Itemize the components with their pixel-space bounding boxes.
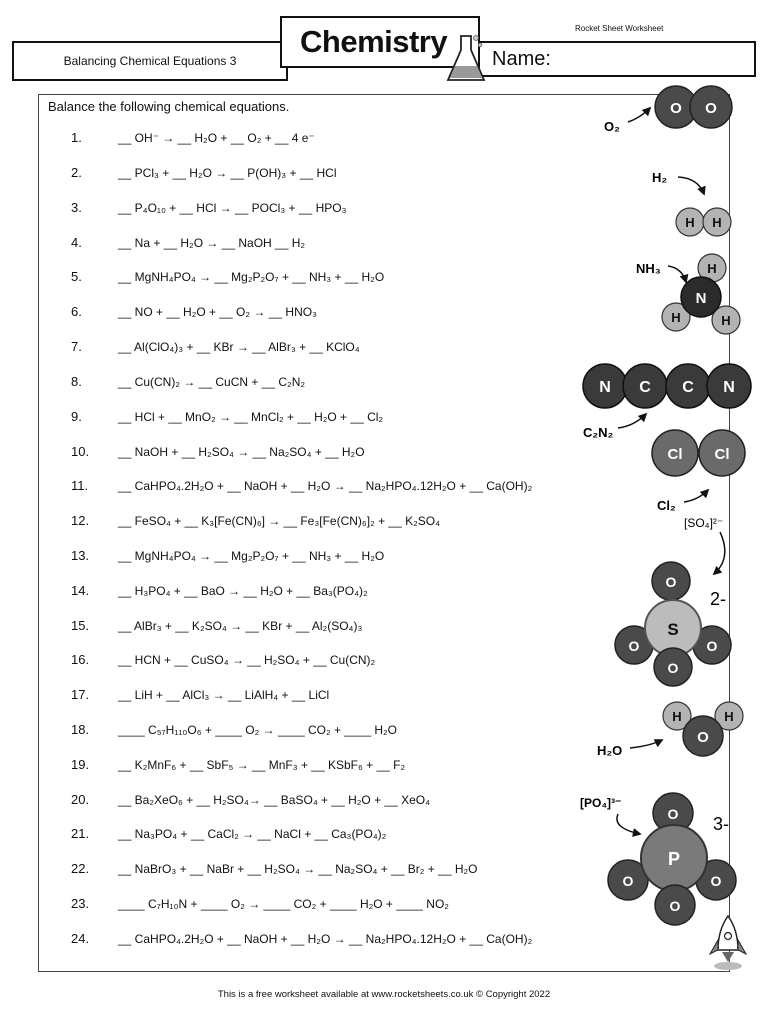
question-number: 14. bbox=[71, 583, 90, 598]
atom-label: H bbox=[672, 709, 682, 724]
question-number: 12. bbox=[71, 513, 90, 528]
atom-label: O bbox=[665, 574, 677, 590]
atom-label: O bbox=[705, 100, 717, 117]
question-number: 10. bbox=[71, 444, 90, 459]
atom-label: O bbox=[667, 806, 679, 822]
equation-text[interactable]: __ P₄O₁₀ + __ HCl → __ POCl₃ + __ HPO₃ bbox=[118, 201, 347, 215]
question-number: 23. bbox=[71, 896, 90, 911]
equation-text[interactable]: __ MgNH₄PO₄ → __ Mg₂P₂O₇ + __ NH₃ + __ H₂O bbox=[118, 270, 385, 284]
ammonia-molecule bbox=[636, 254, 740, 334]
atom-label: H bbox=[707, 261, 717, 276]
atom-label: O bbox=[667, 660, 679, 676]
equation-text[interactable]: __ Na + __ H₂O → __ NaOH __ H₂ bbox=[118, 236, 306, 250]
atom-label: Cl bbox=[714, 446, 730, 463]
equation-text[interactable]: __ Al(ClO₄)₃ + __ KBr → __ AlBr₃ + __ KClO₄ bbox=[118, 340, 360, 354]
so4-charge: 2- bbox=[710, 589, 727, 609]
equation-text[interactable]: __ CaHPO₄.2H₂O + __ NaOH + __ H₂O → __ Na₂HPO₄.12H₂O + __ Ca(OH)₂ bbox=[118, 932, 533, 946]
atom-label: Cl bbox=[667, 446, 683, 463]
question-number: 11. bbox=[71, 478, 89, 493]
o2-label: O₂ bbox=[604, 119, 620, 134]
po4-charge: 3- bbox=[713, 814, 730, 834]
question-number: 4. bbox=[71, 235, 82, 250]
equation-text[interactable]: __ Ba₂XeO₆ + __ H₂SO₄→ __ BaSO₄ + __ H₂O + __ XeO₄ bbox=[118, 793, 430, 807]
so4-label: [SO₄]²⁻ bbox=[684, 516, 724, 530]
equation-text[interactable]: __ LiH + __ AlCl₃ → __ LiAlH₄ + __ LiCl bbox=[118, 688, 330, 702]
equation-text[interactable]: __ NO + __ H₂O + __ O₂ → __ HNO₃ bbox=[118, 305, 317, 319]
question-number: 20. bbox=[71, 792, 90, 807]
question-number: 7. bbox=[71, 339, 82, 354]
hydrogen-molecule bbox=[652, 170, 731, 236]
atom-label: P bbox=[667, 849, 681, 869]
cyanogen-molecule bbox=[583, 364, 751, 440]
equation-text[interactable]: __ NaOH + __ H₂SO₄ → __ Na₂SO₄ + __ H₂O bbox=[118, 445, 365, 459]
po4-label: [PO₄]³⁻ bbox=[580, 796, 622, 810]
equation-text[interactable]: __ HCN + __ CuSO₄ → __ H₂SO₄ + __ Cu(CN)₂ bbox=[118, 653, 376, 667]
equation-text[interactable]: __ Na₃PO₄ + __ CaCl₂ → __ NaCl + __ Ca₃(PO₄)₂ bbox=[118, 827, 387, 841]
water-molecule bbox=[597, 702, 743, 758]
atom-label: O bbox=[669, 898, 681, 914]
atom-label: O bbox=[706, 638, 718, 654]
sulfate-ion bbox=[615, 516, 731, 686]
equation-text[interactable]: __ AlBr₃ + __ K₂SO₄ → __ KBr + __ Al₂(SO₄)₃ bbox=[118, 619, 363, 633]
equation-text[interactable]: __ CaHPO₄.2H₂O + __ NaOH + __ H₂O → __ Na₂HPO₄.12H₂O + __ Ca(OH)₂ bbox=[118, 479, 533, 493]
atom-label: O bbox=[697, 729, 709, 746]
equation-text[interactable]: ____ C₅₇H₁₁₀O₆ + ____ O₂ → ____ CO₂ + ____ H₂O bbox=[118, 723, 397, 737]
question-number: 6. bbox=[71, 304, 82, 319]
question-number: 8. bbox=[71, 374, 82, 389]
atom-label: H bbox=[721, 313, 731, 328]
worksheet-subtitle: Balancing Chemical Equations 3 bbox=[63, 54, 237, 68]
rocket-icon bbox=[710, 916, 746, 970]
question-number: 19. bbox=[71, 757, 90, 772]
nh3-label: NH₃ bbox=[636, 261, 661, 276]
name-label: Name: bbox=[492, 47, 551, 70]
atom-label: N bbox=[695, 290, 707, 307]
equation-text[interactable]: __ NaBrO₃ + __ NaBr + __ H₂SO₄ → __ Na₂SO₄ + __ Br₂ + __ H₂O bbox=[118, 862, 478, 876]
c2n2-label: C₂N₂ bbox=[583, 425, 614, 440]
equation-text[interactable]: ____ C₇H₁₀N + ____ O₂ → ____ CO₂ + ____ H₂O + ____ NO₂ bbox=[118, 897, 449, 911]
atom-label: H bbox=[671, 310, 681, 325]
question-number: 2. bbox=[71, 165, 82, 180]
atom-label: S bbox=[667, 620, 679, 639]
equation-text[interactable]: __ HCl + __ MnO₂ → __ MnCl₂ + __ H₂O + __ Cl₂ bbox=[118, 410, 384, 424]
h2o-label: H₂O bbox=[597, 743, 623, 758]
question-number: 15. bbox=[71, 618, 90, 633]
equation-text[interactable]: __ PCl₃ + __ H₂O → __ P(OH)₃ + __ HCl bbox=[118, 166, 337, 180]
question-number: 9. bbox=[71, 409, 82, 424]
brand-text: Rocket Sheet Worksheet bbox=[575, 24, 664, 33]
question-number: 16. bbox=[71, 652, 90, 667]
instruction-text: Balance the following chemical equations. bbox=[48, 99, 290, 114]
chlorine-molecule bbox=[652, 430, 745, 513]
question-number: 1. bbox=[71, 130, 82, 145]
atom-label: H bbox=[712, 215, 722, 230]
question-number: 13. bbox=[71, 548, 90, 563]
cl2-label: Cl₂ bbox=[657, 498, 676, 513]
page-title: Chemistry bbox=[300, 24, 448, 59]
atom-label: C bbox=[639, 379, 651, 396]
equation-text[interactable]: __ MgNH₄PO₄ → __ Mg₂P₂O₇ + __ NH₃ + __ H₂O bbox=[118, 549, 385, 563]
atom-label: C bbox=[682, 379, 694, 396]
question-number: 3. bbox=[71, 200, 82, 215]
question-number: 22. bbox=[71, 861, 90, 876]
footer-copyright: This is a free worksheet available at www.rocketsheets.co.uk © Copyright 2022 bbox=[217, 989, 551, 1000]
phosphate-ion bbox=[580, 793, 736, 925]
atom-label: O bbox=[670, 100, 682, 117]
atom-label: H bbox=[685, 215, 695, 230]
equation-text[interactable]: __ Cu(CN)₂ → __ CuCN + __ C₂N₂ bbox=[118, 375, 306, 389]
equation-text[interactable]: __ H₃PO₄ + __ BaO → __ H₂O + __ Ba₃(PO₄)₂ bbox=[118, 584, 368, 598]
atom-label: N bbox=[599, 379, 611, 396]
question-number: 21. bbox=[71, 826, 90, 841]
atom-label: N bbox=[723, 379, 735, 396]
atom-label: O bbox=[622, 873, 634, 889]
equation-text[interactable]: __ K₂MnF₆ + __ SbF₅ → __ MnF₃ + __ KSbF₆ + __ F₂ bbox=[118, 758, 406, 772]
h2-label: H₂ bbox=[652, 170, 668, 185]
atom-label: O bbox=[628, 638, 640, 654]
atom-label: H bbox=[724, 709, 734, 724]
equation-text[interactable]: __ FeSO₄ + __ K₃[Fe(CN)₆] → __ Fe₃[Fe(CN)₆]₂ + __ K₂SO₄ bbox=[118, 514, 440, 528]
question-number: 5. bbox=[71, 269, 82, 284]
question-number: 24. bbox=[71, 931, 90, 946]
question-number: 18. bbox=[71, 722, 90, 737]
question-number: 17. bbox=[71, 687, 90, 702]
atom-label: O bbox=[710, 873, 722, 889]
oxygen-molecule bbox=[604, 86, 732, 134]
equation-text[interactable]: __ OH⁻ → __ H₂O + __ O₂ + __ 4 e⁻ bbox=[118, 131, 315, 145]
